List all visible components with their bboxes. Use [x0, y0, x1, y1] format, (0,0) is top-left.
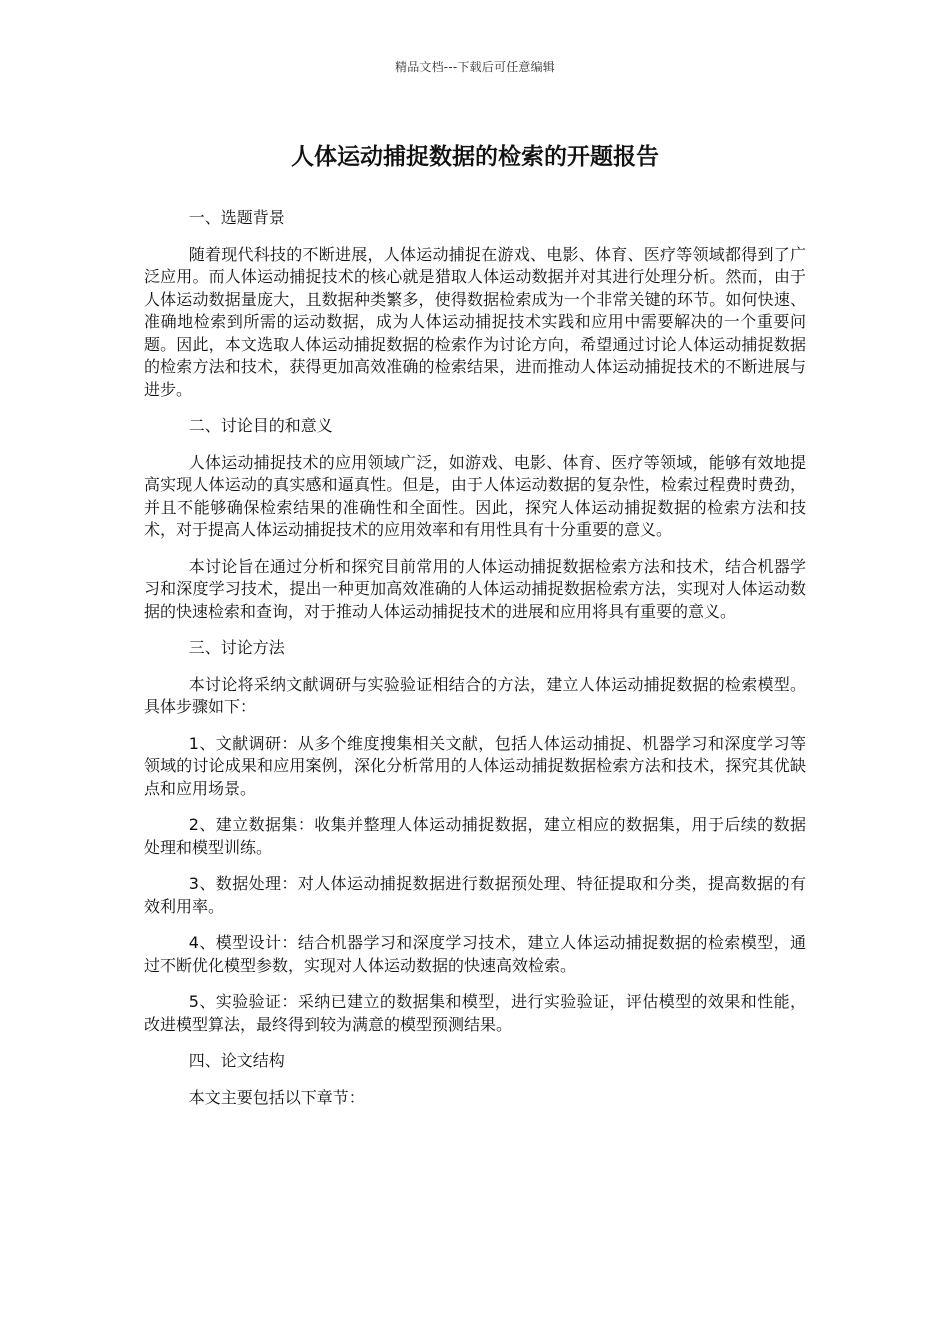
header-note: 精品文档---下载后可任意编辑	[395, 60, 555, 74]
methods-step-1: 1、文献调研：从多个维度搜集相关文献，包括人体运动捕捉、机器学习和深度学习等领域的讨论成果和应用案例，深化分析常用的人体运动捕捉数据检索方法和技术，探究其优缺点和应用场景。	[144, 733, 806, 798]
document-title: 人体运动捕捉数据的检索的开题报告	[291, 144, 659, 170]
paragraph-methods-intro: 本讨论将采纳文献调研与实验验证相结合的方法，建立人体运动捕捉数据的检索模型。具体步骤如下：	[144, 674, 806, 716]
section-heading-structure: 四、论文结构	[188, 1051, 285, 1070]
document-body	[144, 207, 806, 1123]
paragraph-structure: 本文主要包括以下章节：	[188, 1087, 365, 1107]
methods-step-2: 2、建立数据集：收集并整理人体运动捕捉数据，建立相应的数据集，用于后续的数据处理和模型训练。	[144, 815, 806, 857]
section-heading-background: 一、选题背景	[188, 208, 285, 227]
paragraph-background: 随着现代科技的不断进展，人体运动捕捉在游戏、电影、体育、医疗等领域都得到了广泛应用。而人体运动捕捉技术的核心就是猎取人体运动数据并对其进行处理分析。然而，由于人体运动数据量庞大，且数据种类繁多，使得数据检索成为一个非常关键的环节。如何快速、准确地检索到所需的运动数据，成为人体运动捕捉技术实践和应用中需要解决的一个重要问题。因此，本文选取人体运动捕捉数据的检索作为讨论方向，希望通过讨论人体运动捕捉数据的检索方法和技术，获得更加高效准确的检索结果，进而推动人体运动捕捉技术的不断进展与进步。	[144, 244, 806, 399]
section-heading-purpose: 二、讨论目的和意义	[188, 416, 333, 435]
section-heading-methods: 三、讨论方法	[188, 638, 285, 657]
methods-step-3: 3、数据处理：对人体运动捕捉数据进行数据预处理、特征提取和分类，提高数据的有效利用率。	[144, 874, 806, 916]
paragraph-purpose-1: 人体运动捕捉技术的应用领域广泛，如游戏、电影、体育、医疗等领域，能够有效地提高实现人体运动的真实感和逼真性。但是，由于人体运动数据的复杂性，检索过程费时费劲，并且不能够确保检索结果的准确性和全面性。因此，探究人体运动捕捉数据的检索方法和技术，对于提高人体运动捕捉技术的应用效率和有用性具有十分重要的意义。	[144, 452, 806, 539]
methods-step-4: 4、模型设计：结合机器学习和深度学习技术，建立人体运动捕捉数据的检索模型，通过不断优化模型参数，实现对人体运动数据的快速高效检索。	[144, 933, 806, 975]
paragraph-purpose-2: 本讨论旨在通过分析和探究目前常用的人体运动捕捉数据检索方法和技术，结合机器学习和深度学习技术，提出一种更加高效准确的人体运动捕捉数据检索方法，实现对人体运动数据的快速检索和查询，对于推动人体运动捕捉技术的进展和应用将具有重要的意义。	[144, 556, 806, 621]
methods-step-5: 5、实验验证：采纳已建立的数据集和模型，进行实验验证，评估模型的效果和性能，改进模型算法，最终得到较为满意的模型预测结果。	[144, 992, 806, 1034]
